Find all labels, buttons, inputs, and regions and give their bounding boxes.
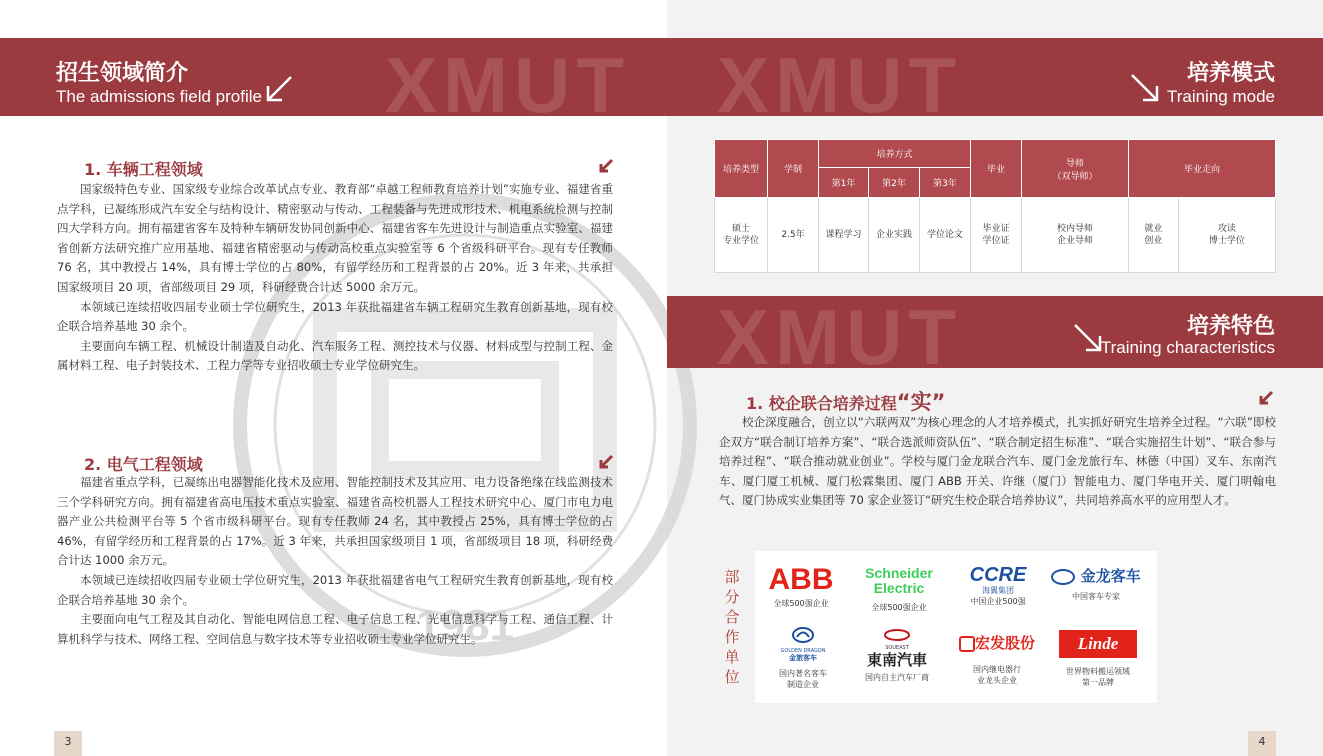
partners-label: 部分合作单位 bbox=[724, 568, 740, 686]
header-year3: 第3年 bbox=[920, 168, 971, 198]
banner-subtitle: Training characteristics bbox=[1100, 338, 1275, 357]
logo-name: 宏发股份 bbox=[974, 634, 1035, 652]
banner-watermark: XMUT bbox=[717, 41, 962, 129]
paragraph: 国家级特色专业、国家级专业综合改革试点专业、教育部“卓越工程师教育培养计划”实施专业、福建省重点学科，已凝练形成汽车安全与结构设计、精密驱动与传动、工程装备与先进成形技术、机电系统检测与控制四大学科方向。拥有福建省客车及特种车辆研发协同创新中心、福建省客车先进设计与制造重点实验室、福建省创新方法研究推广应用基地、福建省精密驱动与传动高校重点实验室等 6 个省级科研平台。现有专任教师 76 名，其中教授占 14%，具有博士学位的占 80%，有留学经历和工程背景的占 20%。近 3 年来，共承担国家级项目 20 项，省部级项目 29 项，科研经费合计达 5000 余万元。 bbox=[57, 182, 613, 294]
cell-year1: 课程学习 bbox=[819, 198, 869, 273]
arrow-down-right-icon bbox=[1129, 72, 1161, 104]
paragraph: 本领域已连续招收四届专业硕士学位研究生，2013 年获批福建省电气工程研究生教育创新基地，现有校企联合培养基地 30 余个。 bbox=[57, 572, 613, 607]
cell-destination-1: 就业 创业 bbox=[1129, 198, 1179, 273]
paragraph: 福建省重点学科，已凝练出电器智能化技术及应用、智能控制技术及其应用、电力设备绝缘在线监测技术三个学科研究方向。拥有福建省高电压技术重点实验室、福建省高校机器人工程技术研究中心、厦门市电力电器产业公共检测平台等 5 个省市级科研平台。现有专任教师 24 名，其中教授占 25%，具有博士学位的占 46%，有留学经历和工程背景的占 17%。近 3 年来，共承担国家级项目 1 项，省部级项目 18 项，科研经费合计达 1000 余万元。 bbox=[57, 475, 613, 568]
header-mentor: 导师 （双导师） bbox=[1022, 140, 1129, 198]
logo-wordmark: Schneider Electric bbox=[865, 565, 933, 596]
training-characteristics-banner bbox=[667, 293, 1323, 381]
section-joint-training-title bbox=[746, 386, 945, 416]
king-long-emblem-icon bbox=[1051, 569, 1075, 585]
soueast-emblem-icon bbox=[884, 629, 910, 641]
paragraph: 主要面向电气工程及其自动化、智能电网信息工程、电子信息工程、光电信息科学与工程、通信工程、计算机科学与技术、网络工程、空间信息与数字技术等专业招收硕士专业学位研究生。 bbox=[57, 612, 613, 646]
schneider-logo bbox=[850, 566, 948, 613]
cell-destination-2: 攻读 博士学位 bbox=[1178, 198, 1275, 273]
soueast-logo bbox=[853, 626, 941, 683]
banner-title: 招生领域简介 bbox=[56, 61, 189, 86]
header-degree: 毕业 bbox=[971, 140, 1022, 198]
header-method: 培养方式 bbox=[819, 140, 971, 168]
title-prefix: 1. 校企联合培养过程 bbox=[746, 394, 897, 413]
arrow-down-left-icon bbox=[1258, 390, 1274, 406]
logo-caption: 国内自主汽车厂商 bbox=[865, 673, 929, 682]
arrow-down-left-icon bbox=[264, 74, 294, 104]
cell-year2: 企业实践 bbox=[869, 198, 920, 273]
hongfa-emblem-icon bbox=[959, 636, 975, 652]
abb-logo bbox=[765, 562, 837, 609]
logo-wordmark: 金旅客车 bbox=[789, 654, 817, 662]
cell-mentor: 校内导师 企业导师 bbox=[1022, 198, 1129, 273]
banner-title: 培养特色 bbox=[1186, 314, 1275, 339]
golden-dragon-emblem-icon bbox=[791, 626, 815, 644]
logo-subtext: SOUEAST bbox=[885, 645, 909, 651]
logo-wordmark: CCRE bbox=[969, 564, 1027, 586]
logo-wordmark bbox=[1046, 565, 1146, 587]
paragraph: 主要面向车辆工程、机械设计制造及自动化、汽车服务工程、测控技术与仪器、材料成型与控制工程、金属材料工程、电子封装技术、工程力学等专业招收硕士专业学位研究生。 bbox=[57, 338, 613, 373]
arrow-down-right-icon bbox=[1072, 322, 1104, 354]
logo-caption: 世界物料搬运领域 第一品牌 bbox=[1066, 667, 1130, 687]
cell-duration: 2.5年 bbox=[768, 198, 819, 273]
admissions-banner bbox=[0, 38, 667, 129]
logo-subtext: GOLDEN DRAGON bbox=[780, 648, 826, 654]
banner-watermark: XMUT bbox=[385, 41, 630, 129]
cell-year3: 学位论文 bbox=[920, 198, 971, 273]
banner-watermark: XMUT bbox=[717, 293, 962, 381]
section-electrical-title: 2. 电气工程领域 bbox=[84, 455, 203, 474]
header-year2: 第2年 bbox=[869, 168, 920, 198]
banner-subtitle: The admissions field profile bbox=[56, 87, 262, 106]
golden-dragon-logo bbox=[764, 626, 842, 690]
section-joint-training-body bbox=[719, 413, 1276, 511]
king-long-logo bbox=[1046, 565, 1146, 602]
banner-subtitle: Training mode bbox=[1166, 87, 1275, 106]
header-type: 培养类型 bbox=[715, 140, 768, 198]
logo-caption: 全球500强企业 bbox=[871, 603, 927, 612]
header-duration: 学制 bbox=[768, 140, 819, 198]
logo-caption: 国内著名客车 制造企业 bbox=[779, 669, 827, 689]
logo-caption: 全球500强企业 bbox=[773, 599, 829, 608]
logo-subtext: 海翼集团 bbox=[982, 586, 1014, 595]
paragraph: 校企深度融合，创立以“六联两双”为核心理念的人才培养模式，扎实抓好研究生培养全过程。“六联”即校企双方“联合制订培养方案”、“联合选派师资队伍”、“联合制定招生标准”、“联合实施招生计划”、“联合参与培养过程”、“联合推动就业创业”。学校与厦门金龙联合汽车、厦门金龙旅行车、林德（中国）叉车、东南汽车、厦门厦工机械、厦门松霖集团、厦门 ABB 开关、许继（厦门）智能电力、厦门华电开关、厦门明翰电气、厦门协成实业集团等 70 家企业签订“研究生校企联合培养协议”，共同培养高水平的应用型人才。 bbox=[719, 415, 1276, 508]
arrow-down-left-icon bbox=[598, 454, 614, 470]
logo-wordmark: Linde bbox=[1059, 630, 1137, 658]
section-vehicle-body bbox=[57, 180, 613, 376]
cell-type: 硕士 专业学位 bbox=[715, 198, 768, 273]
logo-name: 金龙客车 bbox=[1080, 567, 1141, 585]
logo-caption: 国内继电器行 业龙头企业 bbox=[973, 665, 1021, 685]
header-year1: 第1年 bbox=[819, 168, 869, 198]
linde-logo bbox=[1052, 630, 1144, 688]
page-number-left: 3 bbox=[54, 731, 82, 756]
logo-wordmark: ABB bbox=[768, 563, 834, 596]
banner-title: 培养模式 bbox=[1186, 61, 1275, 86]
logo-caption: 中国企业500强 bbox=[970, 597, 1026, 606]
training-mode-banner bbox=[667, 38, 1323, 129]
logo-wordmark bbox=[955, 632, 1039, 654]
hongfa-logo bbox=[955, 632, 1039, 686]
page-number-right: 4 bbox=[1248, 731, 1276, 756]
paragraph: 本领域已连续招收四届专业硕士学位研究生，2013 年获批福建省车辆工程研究生教育创新基地，现有校企联合培养基地 30 余个。 bbox=[57, 299, 613, 334]
seal-year: 1981 bbox=[416, 601, 514, 650]
section-vehicle-title: 1. 车辆工程领域 bbox=[84, 160, 203, 179]
ccre-logo bbox=[958, 564, 1038, 607]
cell-degree: 毕业证 学位证 bbox=[971, 198, 1022, 273]
logo-wordmark: 東南汽車 bbox=[866, 651, 927, 669]
arrow-down-left-icon bbox=[598, 158, 614, 174]
section-electrical-body bbox=[57, 473, 613, 649]
title-emphasis: “实” bbox=[896, 390, 946, 414]
training-mode-table bbox=[714, 139, 1276, 273]
logo-caption: 中国客车专家 bbox=[1072, 592, 1120, 601]
header-destination: 毕业走向 bbox=[1129, 140, 1276, 198]
